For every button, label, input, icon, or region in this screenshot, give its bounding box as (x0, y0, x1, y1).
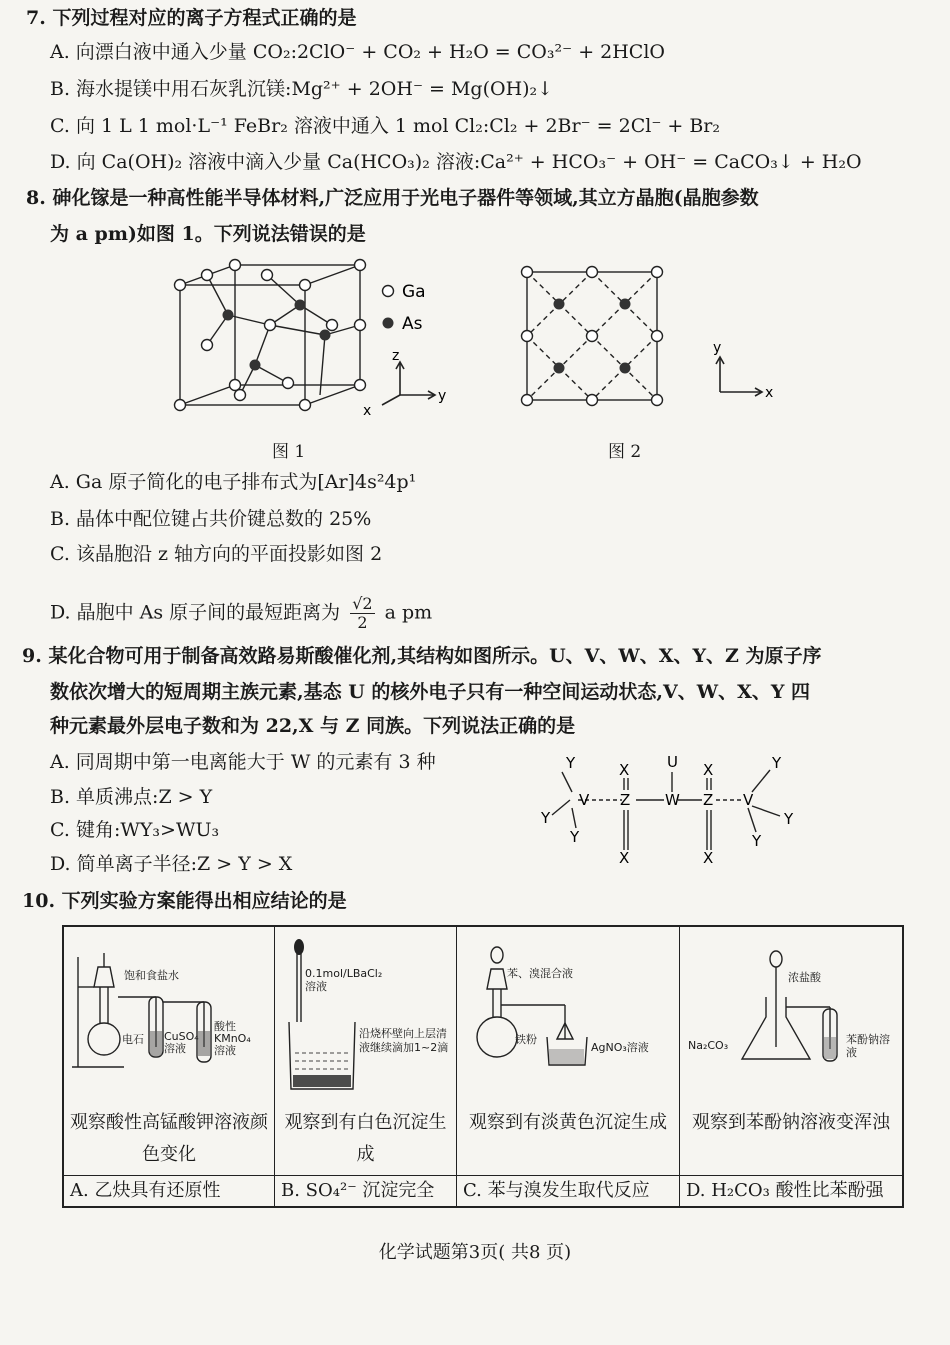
atom-z: Z (620, 791, 631, 809)
label-iron-powder: 铁粉 (515, 1033, 537, 1046)
q7-option-b: B. 海水提镁中用石灰乳沉镁:Mg²⁺ + 2OH⁻ = Mg(OH)₂↓ (50, 78, 554, 100)
fig2-axis-x: x (765, 385, 774, 401)
atom-y: Y (784, 810, 794, 828)
label-procedure: 沿烧杯壁向上层清液继续滴加1~2滴 (359, 1027, 449, 1054)
experiment-cell-b (275, 927, 457, 1206)
observation-a: 观察酸性高锰酸钾溶液颜色变化 (70, 1112, 268, 1165)
fraction-numerator: √2 (352, 594, 373, 613)
atom-u: U (667, 753, 678, 771)
q9-option-c: C. 键角:WY₃>WU₃ (50, 819, 220, 841)
q9-option-b: B. 单质沸点:Z > Y (50, 786, 213, 808)
atom-x: X (703, 849, 714, 867)
label-benzene-bromine: 苯、溴混合液 (507, 967, 573, 980)
label-agno3: AgNO₃溶液 (591, 1041, 649, 1054)
q8-option-b: B. 晶体中配位键占共价键总数的 25% (50, 508, 372, 530)
experiment-cell-a (64, 927, 275, 1206)
fraction-denominator: 2 (357, 613, 368, 632)
label-conc-hcl: 浓盐酸 (788, 971, 821, 984)
q8-option-d-text: D. 晶胞中 As 原子间的最短距离为 (50, 601, 341, 624)
q9-stem-1: 9. 某化合物可用于制备高效路易斯酸催化剂,其结构如图所示。U、V、W、X、Y、Z 为原子序 (22, 645, 822, 667)
label-cuso4: CuSO₄ 溶液 (164, 1030, 199, 1055)
q8-option-a: A. Ga 原子简化的电子排布式为[Ar]4s²4p¹ (50, 471, 417, 493)
label-na2co3: Na₂CO₃ (688, 1039, 729, 1052)
q9-option-d: D. 简单离子半径:Z > Y > X (50, 853, 293, 875)
q7-option-d: D. 向 Ca(OH)₂ 溶液中滴入少量 Ca(HCO₃)₂ 溶液:Ca²⁺ + HCO₃⁻ + OH⁻ = CaCO₃↓ + H₂O (50, 151, 862, 173)
label-calcium-carbide: 电石 (122, 1033, 144, 1046)
q8-stem-2: 为 a pm)如图 1。下列说法错误的是 (50, 223, 366, 245)
figure-2-projection (515, 262, 795, 412)
page-footer: 化学试题第3页( 共8 页) (378, 1242, 572, 1263)
label-kmno4: 酸性 KMnO₄ 溶液 (214, 1020, 251, 1057)
atom-v: V (743, 791, 754, 809)
q9-structure-diagram (530, 750, 810, 870)
apparatus-carbonic-acid (680, 927, 902, 1102)
apparatus-bromination (457, 927, 679, 1102)
fig1-axis-y: y (438, 388, 447, 404)
fig2-axis-y: y (713, 340, 722, 356)
q8-stem-1: 8. 砷化镓是一种高性能半导体材料,广泛应用于光电子器件等领域,其立方晶胞(晶胞参数 (26, 187, 759, 209)
q8-option-d (50, 595, 432, 632)
atom-z: Z (703, 791, 714, 809)
atom-y: Y (541, 809, 551, 827)
q7-option-a: A. 向漂白液中通入少量 CO₂:2ClO⁻ + CO₂ + H₂O = CO₃²⁻ + 2HClO (50, 41, 665, 63)
option-c: C. 苯与溴发生取代反应 (457, 1175, 679, 1206)
label-sodium-phenoxide: 苯酚钠溶液 (846, 1033, 890, 1059)
q7-stem: 7. 下列过程对应的离子方程式正确的是 (26, 7, 357, 29)
fraction (350, 595, 374, 632)
atom-w: W (665, 791, 680, 809)
option-a: A. 乙炔具有还原性 (64, 1175, 274, 1206)
q9-stem-2: 数依次增大的短周期主族元素,基态 U 的核外电子只有一种空间运动状态,V、W、X、Y 四 (50, 681, 811, 703)
observation-c: 观察到有淡黄色沉淀生成 (469, 1112, 667, 1133)
figure-legend (378, 278, 448, 338)
fig1-axis-x: x (363, 403, 372, 419)
q9-option-a: A. 同周期中第一电离能大于 W 的元素有 3 种 (50, 751, 436, 773)
q10-stem: 10. 下列实验方案能得出相应结论的是 (22, 890, 347, 912)
atom-v: V (579, 791, 590, 809)
apparatus-acetylene (64, 927, 274, 1102)
figure-2-caption: 图 2 (608, 442, 642, 462)
atom-y: Y (772, 754, 782, 772)
atom-y: Y (566, 754, 576, 772)
atom-y: Y (570, 828, 580, 846)
q9-stem-3: 种元素最外层电子数和为 22,X 与 Z 同族。下列说法正确的是 (50, 715, 576, 737)
q7-option-c: C. 向 1 L 1 mol·L⁻¹ FeBr₂ 溶液中通入 1 mol Cl₂:Cl₂ + 2Br⁻ = 2Cl⁻ + Br₂ (50, 115, 721, 137)
atom-x: X (619, 849, 630, 867)
option-b: B. SO₄²⁻ 沉淀完全 (275, 1175, 456, 1206)
label-brine: 饱和食盐水 (124, 969, 179, 982)
observation-d: 观察到苯酚钠溶液变浑浊 (692, 1112, 890, 1133)
atom-x: X (619, 761, 630, 779)
atom-x: X (703, 761, 714, 779)
figure-1-caption: 图 1 (272, 442, 306, 462)
label-bacl2: 0.1mol/LBaCl₂ 溶液 (305, 967, 383, 993)
q8-option-d-unit: a pm (384, 601, 433, 624)
experiment-cell-c (457, 927, 680, 1206)
apparatus-barium (275, 927, 457, 1102)
experiment-cell-d (680, 927, 902, 1206)
legend-as-label: As (402, 314, 423, 334)
atom-y: Y (752, 832, 762, 850)
option-d: D. H₂CO₃ 酸性比苯酚强 (680, 1175, 902, 1206)
q10-experiment-table (62, 925, 904, 1208)
legend-ga-label: Ga (402, 282, 426, 302)
fig1-axis-z: z (392, 348, 400, 364)
q8-option-c: C. 该晶胞沿 z 轴方向的平面投影如图 2 (50, 543, 383, 565)
observation-b: 观察到有白色沉淀生成 (284, 1112, 447, 1165)
